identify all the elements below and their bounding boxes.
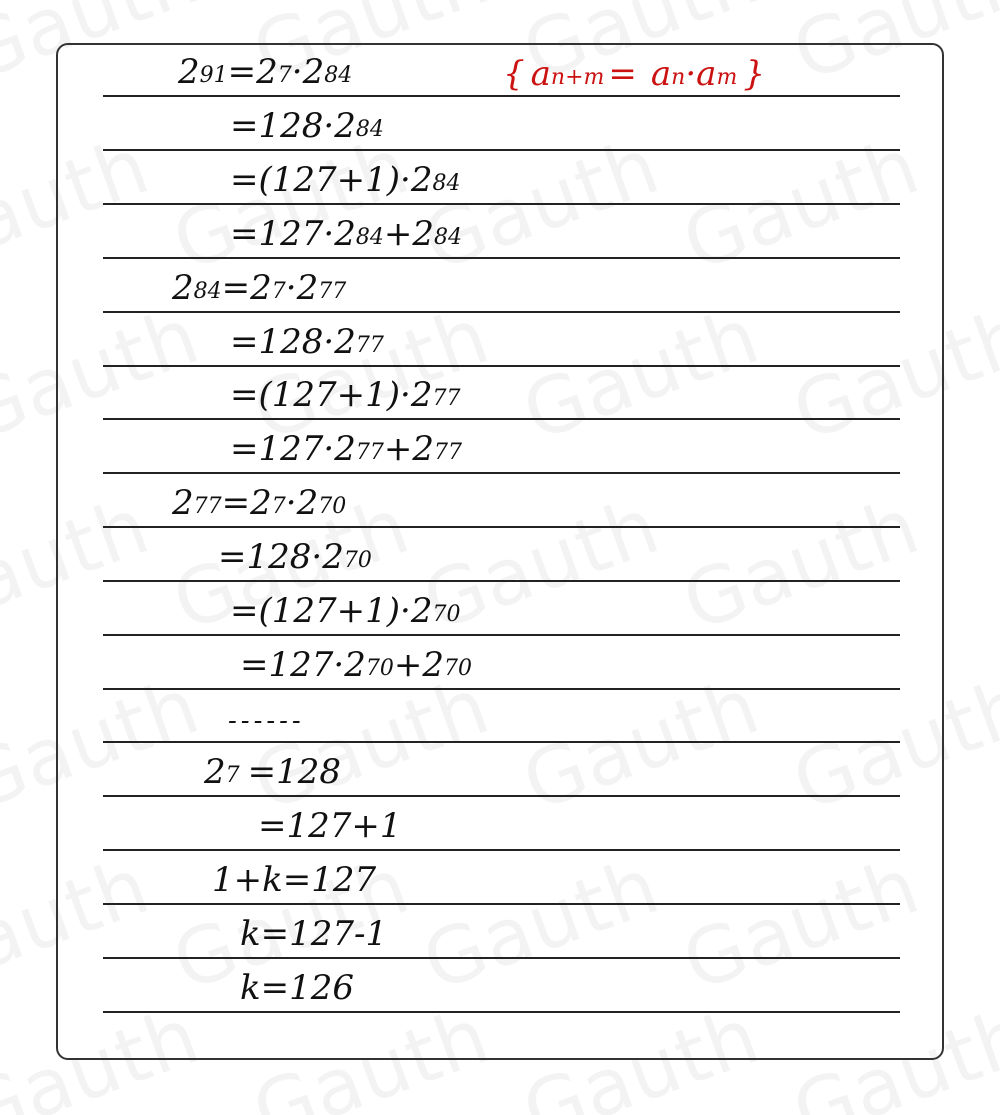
math-line-8 (230, 429, 462, 469)
exponent: 70 (365, 656, 394, 681)
math-line-11 (230, 591, 460, 631)
rule-lhs-exponent: n+m (550, 65, 605, 90)
term: 2 (204, 752, 226, 792)
exponent: 77 (433, 440, 462, 465)
math-line-18-answer (240, 968, 354, 1008)
continuation-dashes: ------ (228, 706, 305, 736)
exponent: 70 (343, 548, 372, 573)
ruled-line (103, 418, 900, 420)
exponent: 70 (443, 656, 472, 681)
term: =2 (221, 268, 272, 308)
math-line-3 (230, 160, 460, 200)
exponent: 84 (432, 171, 461, 196)
exponent-rule-note (503, 54, 765, 94)
rule-close-brace: } (743, 54, 765, 94)
term: ·2 (285, 268, 319, 308)
exponent: 84 (355, 117, 384, 142)
term: =128 (247, 752, 342, 792)
math-line-4 (230, 214, 462, 254)
term: =127·2 (230, 214, 356, 254)
term: =(127+1)·2 (230, 160, 433, 200)
exponent: 77 (355, 333, 384, 358)
math-line-15 (258, 806, 402, 846)
rule-rhs-b: a (696, 54, 717, 94)
rule-dot: · (685, 54, 697, 94)
ruled-line (103, 95, 900, 97)
ruled-line (103, 849, 900, 851)
term: 2 (172, 268, 194, 308)
exponent: 7 (277, 63, 292, 88)
rule-rhs-b-exponent: m (716, 65, 738, 90)
ruled-line (103, 741, 900, 743)
exponent: 84 (324, 63, 353, 88)
term: 2 (178, 52, 200, 92)
ruled-line (103, 311, 900, 313)
term: +2 (393, 645, 444, 685)
term: ·2 (285, 483, 319, 523)
math-line-14 (204, 752, 341, 792)
term: =127·2 (230, 429, 356, 469)
term: 1+k=127 (212, 860, 377, 900)
ruled-line (103, 526, 900, 528)
exponent: 7 (225, 763, 240, 788)
exponent: 84 (193, 279, 222, 304)
exponent: 70 (318, 494, 347, 519)
math-line-2 (230, 106, 384, 146)
rule-open-brace: { (503, 54, 525, 94)
math-line-10 (218, 537, 372, 577)
rule-lhs-base: a (530, 54, 551, 94)
ruled-line (103, 1011, 900, 1013)
math-line-17 (240, 914, 387, 954)
term: =128·2 (230, 322, 356, 362)
ruled-line (103, 634, 900, 636)
term: =2 (221, 483, 272, 523)
exponent: 77 (318, 279, 347, 304)
math-line-6 (230, 322, 384, 362)
exponent: 84 (355, 225, 384, 250)
term: 2 (172, 483, 194, 523)
ruled-line (103, 257, 900, 259)
math-line-9 (172, 483, 346, 523)
term: =(127+1)·2 (230, 375, 433, 415)
math-line-12 (240, 645, 472, 685)
ruled-line (103, 903, 900, 905)
exponent: 84 (433, 225, 462, 250)
exponent: 7 (271, 279, 286, 304)
exponent: 77 (432, 386, 461, 411)
ruled-line (103, 149, 900, 151)
final-answer: k=126 (240, 968, 354, 1008)
exponent: 70 (432, 602, 461, 627)
term: =128·2 (230, 106, 356, 146)
math-line-16 (212, 860, 376, 900)
rule-equals: = (608, 54, 637, 94)
math-line-7 (230, 375, 460, 415)
exponent: 91 (199, 63, 228, 88)
term: =127·2 (240, 645, 366, 685)
exponent: 77 (355, 440, 384, 465)
term: ·2 (291, 52, 325, 92)
term: +2 (383, 429, 434, 469)
term: k=127-1 (240, 914, 388, 954)
term: =2 (227, 52, 278, 92)
notebook-paper (56, 43, 944, 1060)
math-line-13-continuation (228, 696, 305, 736)
term: +2 (383, 214, 434, 254)
ruled-line (103, 795, 900, 797)
ruled-line (103, 580, 900, 582)
ruled-line (103, 688, 900, 690)
ruled-line (103, 472, 900, 474)
term: =(127+1)·2 (230, 591, 433, 631)
ruled-line (103, 957, 900, 959)
term: =128·2 (218, 537, 344, 577)
rule-rhs-a-exponent: n (671, 65, 686, 90)
exponent: 77 (193, 494, 222, 519)
rule-rhs-a: a (650, 54, 672, 94)
term: =127+1 (258, 806, 402, 846)
ruled-line (103, 203, 900, 205)
ruled-line (103, 365, 900, 367)
math-line-1 (178, 52, 352, 92)
math-line-5 (172, 268, 346, 308)
exponent: 7 (271, 494, 286, 519)
